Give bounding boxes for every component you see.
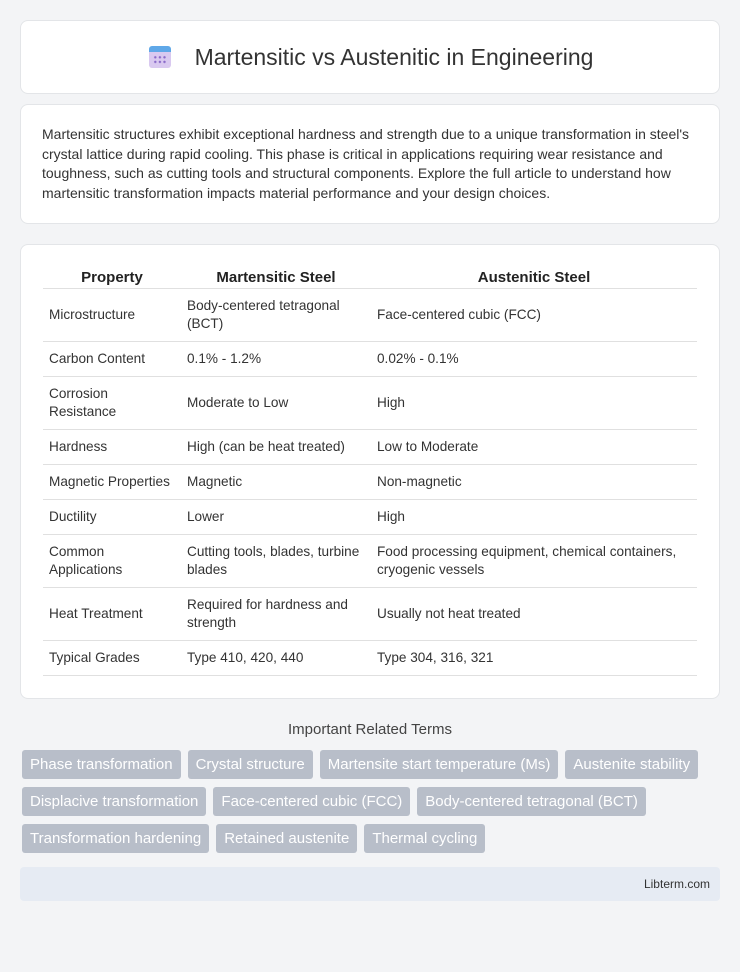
table-row	[43, 588, 697, 641]
property-cell: Typical Grades	[43, 641, 181, 676]
table-row	[43, 641, 697, 676]
property-cell: Hardness	[43, 430, 181, 465]
table-row	[43, 465, 697, 500]
intro-paragraph: Martensitic structures exhibit exceptional hardness and strength due to a unique transformation in steel's crystal lattice during rapid cooling. This phase is critical in applications requiring wear resistance and toughness, such as cutting tools and structural components. Explore the full article to understand how martensitic transformation impacts material performance and your design choices.	[20, 104, 720, 224]
table-row	[43, 500, 697, 535]
property-cell: Microstructure	[43, 289, 181, 342]
property-cell: Heat Treatment	[43, 588, 181, 641]
header-austenitic: Austenitic Steel	[371, 265, 697, 289]
austenitic-cell: High	[371, 377, 697, 430]
table-row	[43, 289, 697, 342]
calendar-logo-icon	[147, 44, 173, 70]
table-body	[43, 289, 697, 676]
martensitic-cell: Cutting tools, blades, turbine blades	[181, 535, 371, 588]
comparison-table-card	[20, 244, 720, 699]
table-row	[43, 377, 697, 430]
related-term-tag[interactable]: Thermal cycling	[364, 824, 485, 853]
martensitic-cell: Body-centered tetragonal (BCT)	[181, 289, 371, 342]
table-row	[43, 430, 697, 465]
property-cell: Common Applications	[43, 535, 181, 588]
footer	[20, 867, 720, 901]
property-cell: Carbon Content	[43, 342, 181, 377]
austenitic-cell: Face-centered cubic (FCC)	[371, 289, 697, 342]
martensitic-cell: Magnetic	[181, 465, 371, 500]
austenitic-cell: High	[371, 500, 697, 535]
martensitic-cell: Moderate to Low	[181, 377, 371, 430]
related-term-tag[interactable]: Face-centered cubic (FCC)	[213, 787, 410, 816]
table-header-row	[43, 265, 697, 289]
related-term-tag[interactable]: Body-centered tetragonal (BCT)	[417, 787, 646, 816]
related-term-tag[interactable]: Martensite start temperature (Ms)	[320, 750, 559, 779]
martensitic-cell: Type 410, 420, 440	[181, 641, 371, 676]
property-cell: Ductility	[43, 500, 181, 535]
related-terms-list	[0, 750, 740, 861]
header-property: Property	[43, 265, 181, 289]
table-row	[43, 342, 697, 377]
page-title: Martensitic vs Austenitic in Engineering	[194, 43, 594, 70]
related-term-tag[interactable]: Transformation hardening	[22, 824, 209, 853]
austenitic-cell: Type 304, 316, 321	[371, 641, 697, 676]
related-terms-title: Important Related Terms	[288, 721, 452, 738]
martensitic-cell: 0.1% - 1.2%	[181, 342, 371, 377]
austenitic-cell: 0.02% - 0.1%	[371, 342, 697, 377]
footer-site-link[interactable]: Libterm.com	[643, 877, 710, 891]
austenitic-cell: Food processing equipment, chemical containers, cryogenic vessels	[371, 535, 697, 588]
related-term-tag[interactable]: Crystal structure	[188, 750, 313, 779]
martensitic-cell: Lower	[181, 500, 371, 535]
comparison-table	[43, 265, 697, 676]
austenitic-cell: Low to Moderate	[371, 430, 697, 465]
martensitic-cell: Required for hardness and strength	[181, 588, 371, 641]
related-term-tag[interactable]: Phase transformation	[22, 750, 181, 779]
property-cell: Magnetic Properties	[43, 465, 181, 500]
header-card	[20, 20, 720, 94]
related-term-tag[interactable]: Austenite stability	[565, 750, 698, 779]
property-cell: Corrosion Resistance	[43, 377, 181, 430]
martensitic-cell: High (can be heat treated)	[181, 430, 371, 465]
header-martensitic: Martensitic Steel	[181, 265, 371, 289]
related-term-tag[interactable]: Retained austenite	[216, 824, 357, 853]
table-row	[43, 535, 697, 588]
austenitic-cell: Usually not heat treated	[371, 588, 697, 641]
related-term-tag[interactable]: Displacive transformation	[22, 787, 206, 816]
austenitic-cell: Non-magnetic	[371, 465, 697, 500]
